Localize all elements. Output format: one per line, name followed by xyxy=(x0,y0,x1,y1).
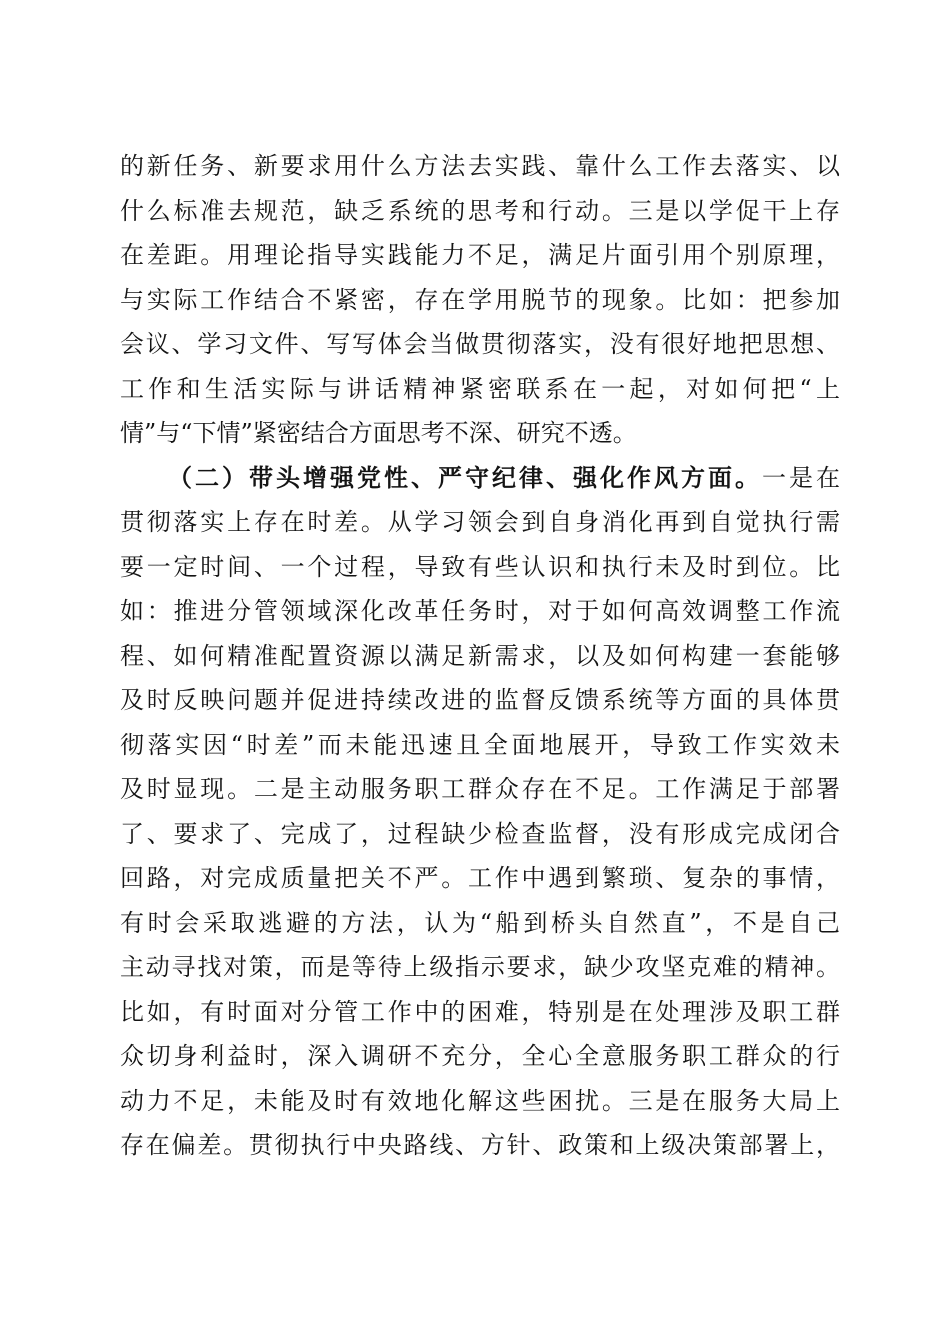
paragraph-2 xyxy=(120,456,840,1168)
text-run: 一是在 xyxy=(762,463,840,492)
text-line: 主动寻找对策，而是等待上级指示要求，缺少攻坚克难的精神。 xyxy=(120,953,840,981)
text-line: 比如，有时面对分管工作中的困难，特别是在处理涉及职工群 xyxy=(120,997,840,1026)
text-line: 与实际工作结合不紧密，存在学用脱节的现象。比如：把参加 xyxy=(120,285,840,314)
section-heading: （二）带头增强党性、严守纪律、强化作风方面。 xyxy=(168,462,762,492)
paragraph-1 xyxy=(120,144,840,456)
text-line: 回路，对完成质量把关不严。工作中遇到繁琐、复杂的事情， xyxy=(120,864,840,892)
text-line: 及时反映问题并促进持续改进的监督反馈系统等方面的具体贯 xyxy=(120,686,840,714)
text-line: 什么标准去规范，缺乏系统的思考和行动。三是以学促干上存 xyxy=(120,196,840,225)
document-body xyxy=(120,144,840,1168)
text-line: 贯彻落实上存在时差。从学习领会到自身消化再到自觉执行需 xyxy=(120,508,840,536)
text-line: 及时显现。二是主动服务职工群众存在不足。工作满足于部署 xyxy=(120,775,840,803)
text-line: 众切身利益时，深入调研不充分，全心全意服务职工群众的行 xyxy=(120,1042,840,1070)
text-line: 有时会采取逃避的方法，认为“船到桥头自然直”，不是自己 xyxy=(120,908,840,937)
paragraph-first-line xyxy=(120,456,840,501)
text-line: 动力不足，未能及时有效地化解这些困扰。三是在服务大局上 xyxy=(120,1086,840,1115)
text-line: 情”与“下情”紧密结合方面思考不深、研究不透。 xyxy=(120,419,637,447)
text-line: 存在偏差。贯彻执行中央路线、方针、政策和上级决策部署上， xyxy=(120,1131,840,1159)
text-line: 会议、学习文件、写写体会当做贯彻落实，没有很好地把思想、 xyxy=(120,330,840,358)
text-line: 工作和生活实际与讲话精神紧密联系在一起，对如何把“上 xyxy=(120,374,840,403)
text-line: 彻落实因“时差”而未能迅速且全面地展开，导致工作实效未 xyxy=(120,730,840,759)
text-line: 要一定时间、一个过程，导致有些认识和执行未及时到位。比 xyxy=(120,552,840,581)
text-line: 在差距。用理论指导实践能力不足，满足片面引用个别原理， xyxy=(120,241,840,269)
text-line: 了、要求了、完成了，过程缺少检查监督，没有形成完成闭合 xyxy=(120,819,840,848)
text-line: 如：推进分管领域深化改革任务时，对于如何高效调整工作流 xyxy=(120,597,840,625)
text-line: 程、如何精准配置资源以满足新需求，以及如何构建一套能够 xyxy=(120,641,840,670)
text-line: 的新任务、新要求用什么方法去实践、靠什么工作去落实、以 xyxy=(120,152,840,180)
